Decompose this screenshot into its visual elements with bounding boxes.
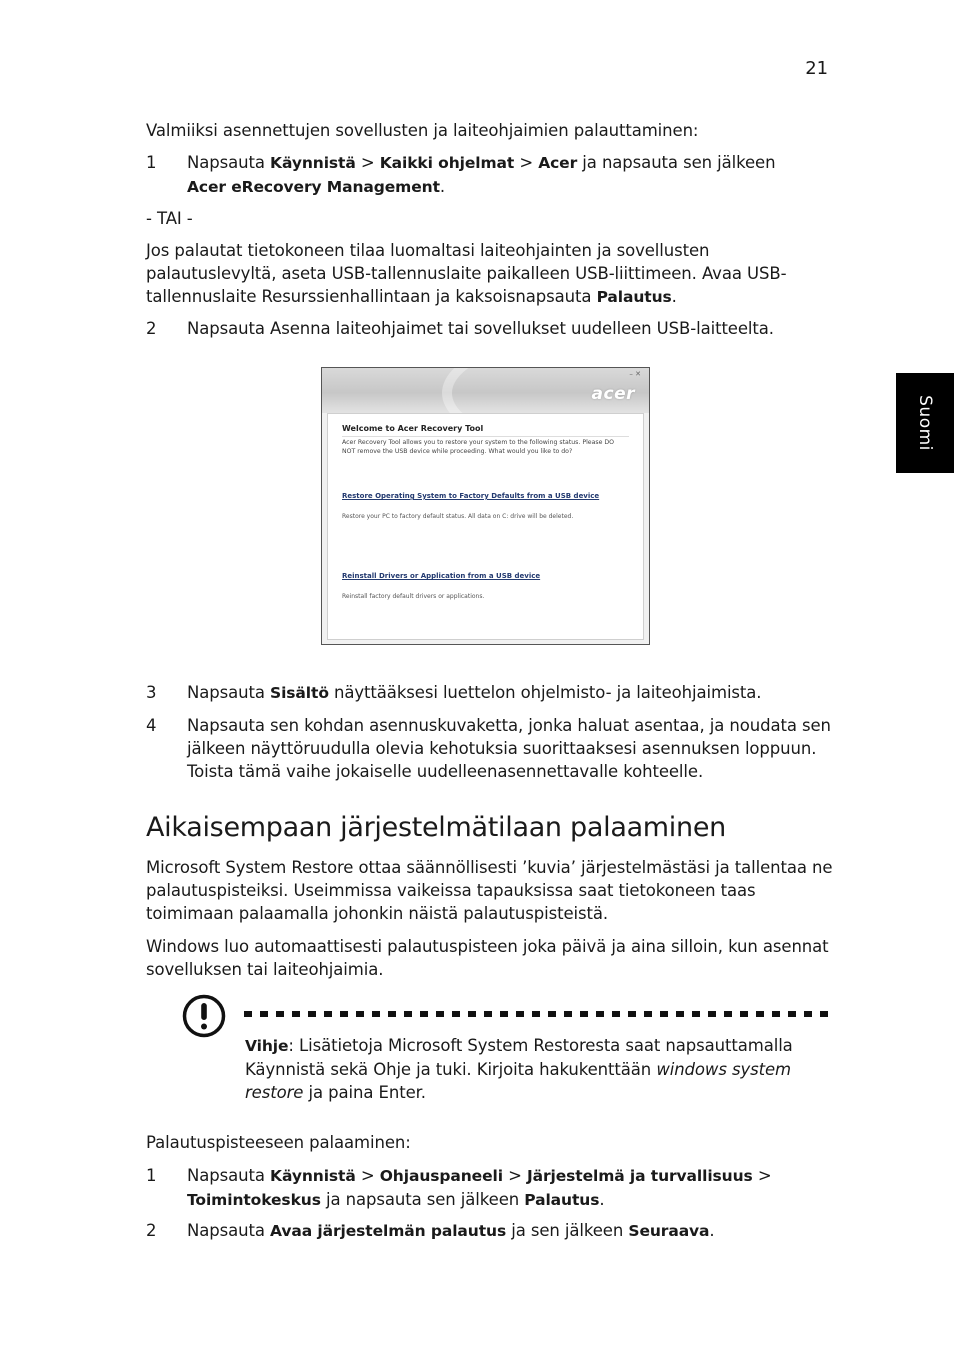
step-number: 4 — [146, 716, 157, 735]
ui-term: Acer — [538, 154, 578, 172]
ui-term: Palautus — [596, 288, 672, 306]
or-separator: - TAI - — [146, 209, 193, 228]
language-tab-label: Suomi — [915, 395, 935, 451]
step-number: 3 — [146, 683, 157, 702]
restore-point-paragraph: Windows luo automaattisesti palautuspisteen joka päivä ja aina silloin, kun asennat sovelluksen tai laiteohjaimia. — [146, 937, 829, 979]
ui-term: Käynnistä — [270, 1167, 356, 1185]
step-text: Napsauta Avaa järjestelmän palautus ja sen jälkeen Seuraava. — [187, 1221, 715, 1240]
recovery-tool-screenshot — [321, 367, 650, 645]
return-intro: Palautuspisteeseen palaaminen: — [146, 1133, 411, 1152]
reinstall-drivers-link[interactable]: Reinstall Drivers or Application from a USB device — [342, 572, 541, 580]
language-tab — [896, 373, 954, 473]
screenshot-title: Welcome to Acer Recovery Tool — [342, 424, 484, 433]
ui-term: Ohjauspaneeli — [379, 1167, 503, 1185]
tip-text: Vihje: Lisätietoja Microsoft System Restoresta saat napsauttamalla Käynnistä sekä Ohje ja tuki. Kirjoita hakukenttään windows system restore ja paina Enter. — [245, 1036, 793, 1102]
step-text: Napsauta Sisältö näyttääksesi luettelon ohjelmisto- ja laiteohjaimista. — [187, 683, 762, 702]
ui-term: Sisältö — [270, 684, 329, 702]
window-controls: – ✕ — [629, 370, 641, 378]
ui-term: Avaa järjestelmän palautus — [270, 1222, 507, 1240]
ui-term: Kaikki ohjelmat — [379, 154, 515, 172]
ui-term: Palautus — [524, 1191, 600, 1209]
step-text: Napsauta Käynnistä > Kaikki ohjelmat > Acer ja napsauta sen jälkeen Acer eRecovery Management. — [187, 153, 776, 196]
tip-divider — [244, 1011, 828, 1017]
tip-label: Vihje — [245, 1037, 289, 1055]
step-number: 2 — [146, 1221, 157, 1240]
screenshot-content — [327, 413, 644, 640]
restore-intro: Valmiiksi asennettujen sovellusten ja laiteohjaimien palauttaminen: — [146, 121, 699, 140]
ui-term: Toimintokeskus — [187, 1191, 321, 1209]
ui-term: Käynnistä — [270, 154, 356, 172]
search-phrase: windows system restore — [245, 1060, 792, 1102]
ui-term: Seuraava — [628, 1222, 710, 1240]
section-heading: Aikaisempaan järjestelmätilaan palaaminen — [146, 812, 726, 843]
restore-os-note: Restore your PC to factory default status. All data on C: drive will be deleted. — [342, 513, 574, 520]
step-text: Napsauta Asenna laiteohjaimet tai sovellukset uudelleen USB-laitteelta. — [187, 319, 774, 338]
usb-paragraph: Jos palautat tietokoneen tilaa luomaltasi laiteohjainten ja sovellusten palautuslevyltä, aseta USB-tallennuslaite paikalleen USB-liittimeen. Avaa USB-tallennuslaite Resurssienhallintaan ja kaksoisnapsauta Palautus. — [146, 241, 787, 306]
screenshot-header — [322, 368, 649, 413]
acer-logo: acer — [591, 384, 635, 404]
restore-os-link[interactable]: Restore Operating System to Factory Defaults from a USB device — [342, 492, 600, 500]
step-number: 1 — [146, 1166, 157, 1185]
page-number: 21 — [805, 58, 828, 79]
system-restore-paragraph: Microsoft System Restore ottaa säännöllisesti ’kuvia’ järjestelmästäsi ja tallentaa ne palautuspisteiksi. Useimmissa vaikeissa tapauksissa saat tietokoneen taas toimimaan palaamalla johonkin näistä palautuspisteistä. — [146, 858, 833, 923]
step-number: 1 — [146, 153, 157, 172]
step-text: Napsauta Käynnistä > Ohjauspaneeli > Järjestelmä ja turvallisuus > Toimintokeskus ja napsauta sen jälkeen Palautus. — [187, 1166, 772, 1209]
warning-icon — [182, 994, 226, 1038]
ui-term: Järjestelmä ja turvallisuus — [526, 1167, 753, 1185]
screenshot-description: Acer Recovery Tool allows you to restore your system to the following status. Please DO NOT remove the USB device while proceeding. What would you like to do? — [342, 439, 615, 455]
reinstall-drivers-note: Reinstall factory default drivers or applications. — [342, 593, 485, 600]
step-number: 2 — [146, 319, 157, 338]
step-text: Napsauta sen kohdan asennuskuvaketta, jonka haluat asentaa, ja noudata sen jälkeen näyttöruudulla olevia kehotuksia suorittaaksesi asennuksen loppuun. Toista tämä vaihe jokaiselle uudelleenasennettavalle kohteelle. — [187, 716, 831, 781]
ui-term: Acer eRecovery Management — [187, 178, 440, 196]
